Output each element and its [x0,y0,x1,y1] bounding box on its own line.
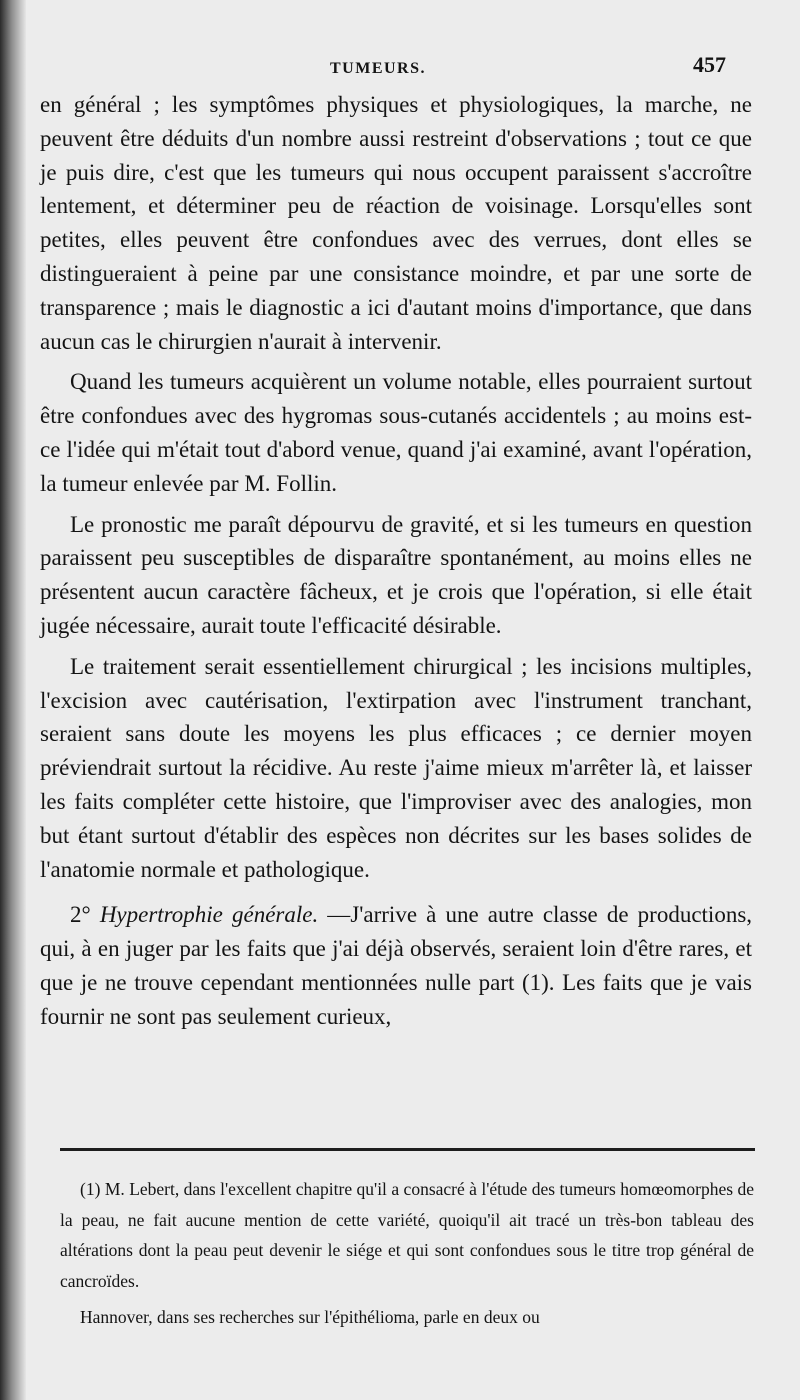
running-title: TUMEURS. [330,60,427,77]
footnotes [60,1174,754,1333]
body-text [40,88,752,1034]
footnote-1: (1) M. Lebert, dans l'excellent chapitre qu'il a consacré à l'étude des tumeurs homœomorphes de la peau, ne fait aucune mention de cette variété, quoiqu'il ait tracé un très-bon tableau des altérations dont la peau peut devenir le siége et qui sont confondues sous le titre trop général de cancroïdes. [60,1179,754,1291]
section-dash: — [318,902,351,928]
running-head [40,52,726,86]
paragraph-treatment: Le traitement serait essentiellement chirurgical ; les incisions multiples, l'excision avec cautérisation, l'extirpation avec l'instrument tranchant, seraient sans doute les moyens les plus efficaces ; ce dernier moyen préviendrait surtout la récidive. Au reste j'aime mieux m'arrêter là, et laisser les faits compléter cette histoire, que l'improviser avec des analogies, mon but étant surtout d'établir des espèces non décrites sur les bases solides de l'anatomie normale et pathologique. [40,653,752,882]
footnote-rule [60,1148,755,1151]
footnote-continuation: Hannover, dans ses recherches sur l'épithélioma, parle en deux ou [80,1307,540,1327]
section-number: 2° [70,902,91,928]
section-title: Hypertrophie générale. [99,902,319,928]
section-paragraph [40,898,752,1033]
book-gutter-shadow [0,0,26,1400]
paragraph-continuation: en général ; les symptômes physiques et physiologiques, la marche, ne peuvent être déduits d'un nombre aussi restreint d'observations ; tout ce que je puis dire, c'est que les tumeurs qui nous occupent paraissent s'accroître lentement, et déterminer peu de réaction de voisinage. Lorsqu'elles sont petites, elles peuvent être confondues avec des verrues, dont elles se distingueraient à peine par une consistance moindre, et par une sorte de transparence ; mais le diagnostic a ici d'autant moins d'importance, que dans aucun cas le chirurgien n'aurait à intervenir. [40,92,752,354]
paragraph-prognosis: Le pronostic me paraît dépourvu de gravité, et si les tumeurs en question paraissent peu susceptibles de disparaître spontanément, au moins elles ne présentent aucun caractère fâcheux, et je crois que l'opération, si elle était jugée nécessaire, aurait toute l'efficacité désirable. [40,511,752,638]
section-text: J'arrive à une autre classe de productions, qui, à en juger par les faits que j'ai déjà observés, seraient loin d'être rares, et que je ne trouve cependant mentionnées nulle part (1). Les faits que je vais fournir ne sont pas seulement curieux, [40,902,753,1029]
page-number: 457 [693,52,726,77]
paragraph-diagnosis: Quand les tumeurs acquièrent un volume notable, elles pourraient surtout être confondues avec des hygromas sous-cutanés accidentels ; au moins est-ce l'idée qui m'était tout d'abord venue, quand j'ai examiné, avant l'opération, la tumeur enlevée par M. Follin. [40,369,752,496]
